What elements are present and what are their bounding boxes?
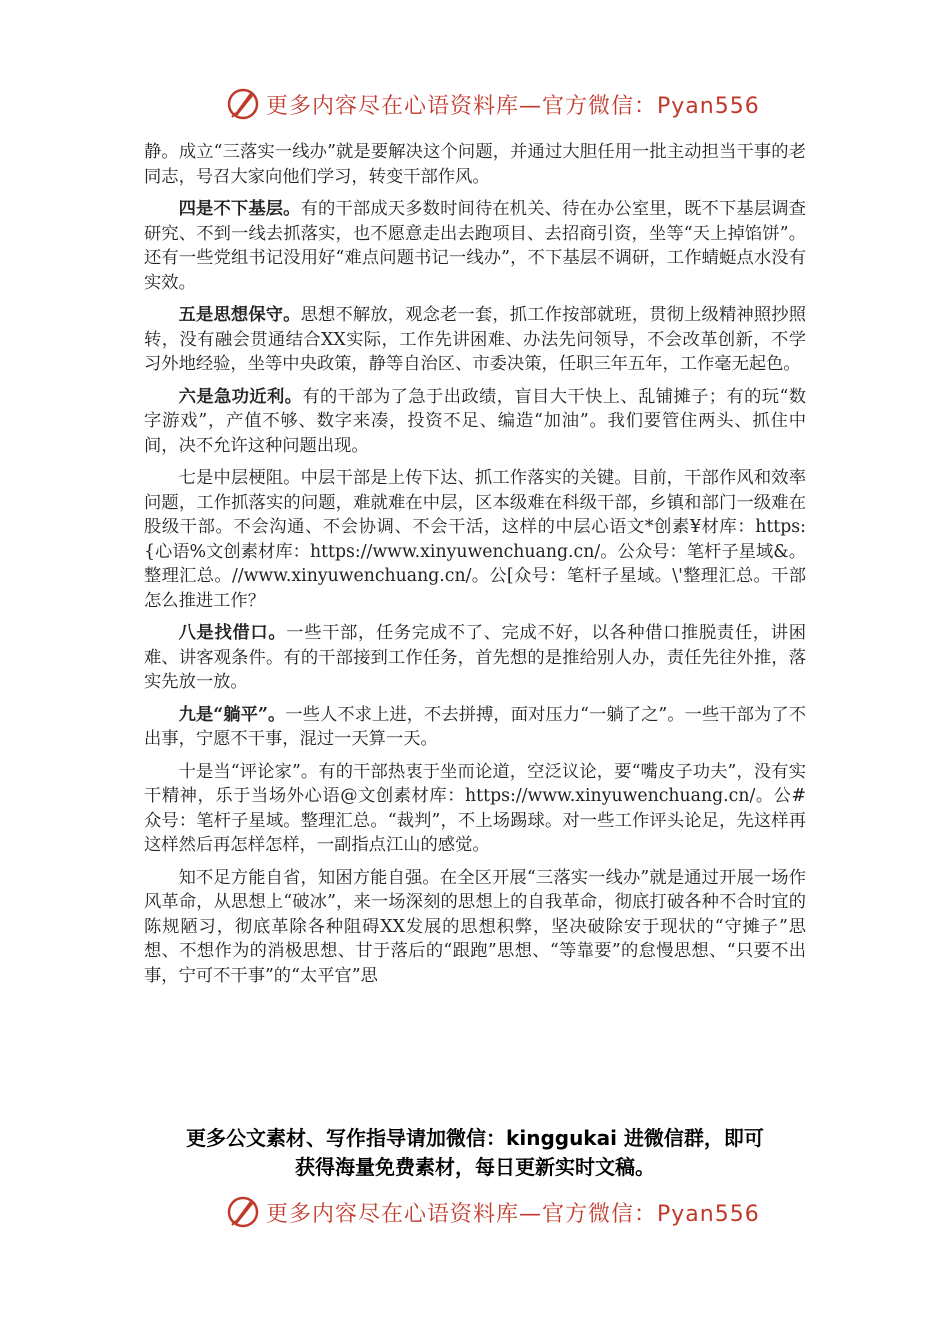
- quill-logo-icon: [226, 87, 260, 121]
- paragraph-4: 六是急功近利。有的干部为了急于出政绩，盲目大干快上、乱铺摊子；有的玩“数字游戏”，产值不够、数字来凑，投资不足、编造“加油”。我们要管住两头、抓住中间，决不允许这种问题出现。: [144, 386, 806, 456]
- paragraph-9: 知不足方能自省，知困方能自强。在全区开展“三落实一线办”就是通过开展一场作风革命，从思想上“破冰”，来一场深刻的思想上的自我革命，彻底打破各种不合时宜的陈规陋习，彻底革除各种阻碍XX发展的思想积弊，坚决破除安于现状的“守摊子”思想、不想作为的消极思想、甘于落后的“跟跑”思想、“等靠要”的怠慢思想、“只要不出事，宁可不干事”的“太平官”思: [144, 867, 806, 986]
- header-banner-text: 更多内容尽在心语资料库—官方微信：Pyan556: [266, 93, 760, 119]
- paragraph-6: 八是找借口。一些干部，任务完成不了、完成不好，以各种借口推脱责任，讲困难、讲客观条件。有的干部接到工作任务，首先想的是推给别人办，责任先往外推，落实先放一放。: [144, 623, 806, 692]
- paragraph-7: 九是“躺平”。一些人不求上进，不去拼搏，面对压力“一躺了之”。一些干部为了不出事，宁愿不干事，混过一天算一天。: [144, 704, 806, 749]
- footer-banner: [226, 1192, 760, 1232]
- paragraph-lead: 九是“躺平”。: [178, 704, 286, 725]
- paragraph-lead: 五是思想保守。: [178, 305, 301, 325]
- promo-line-2: 获得海量免费素材，每日更新实时文稿。: [295, 1155, 655, 1179]
- paragraph-3: 五是思想保守。思想不解放，观念老一套，抓工作按部就班，贯彻上级精神照抄照转，没有融会贯通结合XX实际，工作先讲困难、办法先问领导，不会改革创新，不学习外地经验，坐等中央政策，静等自治区、市委决策，任职三年五年，工作毫无起色。: [144, 305, 806, 374]
- paragraph-lead: 八是找借口。: [178, 623, 287, 643]
- paragraph-1: 静。成立“三落实一线办”就是要解决这个问题，并通过大胆任用一批主动担当干事的老同志，号召大家向他们学习，转变干部作风。: [144, 142, 806, 187]
- footer-banner-text: 更多内容尽在心语资料库—官方微信：Pyan556: [266, 1201, 760, 1227]
- header-banner: [226, 84, 760, 124]
- paragraph-2: 四是不下基层。有的干部成天多数时间待在机关、待在办公室里，既不下基层调查研究、不到一线去抓落实，也不愿意走出去跑项目、去招商引资，坐等“天上掉馅饼”。还有一些党组书记没用好“难点问题书记一线办”，不下基层不调研，工作蜻蜓点水没有实效。: [144, 199, 806, 293]
- promo-notice: [130, 1124, 820, 1182]
- promo-line-1: 更多公文素材、写作指导请加微信：kinggukai 进微信群，即可: [186, 1126, 764, 1150]
- paragraph-lead: 六是急功近利。: [178, 386, 303, 407]
- paragraph-lead: 四是不下基层。: [178, 199, 301, 219]
- quill-logo-icon: [226, 1195, 260, 1229]
- paragraph-8: 十是当“评论家”。有的干部热衷于坐而论道，空泛议论，要“嘴皮子功夫”，没有实干精神，乐于当场外心语@文创素材库：https://www.xinyuwenchuang.cn/。公#众号：笔杆子星域。整理汇总。“裁判”，不上场踢球。对一些工作评头论足，先这样再这样然后再怎样怎样，一副指点江山的感觉。: [144, 761, 806, 855]
- paragraph-5: 七是中层梗阻。中层干部是上传下达、抓工作落实的关键。目前，干部作风和效率问题，工作抓落实的问题，难就难在中层，区本级难在科级干部，乡镇和部门一级难在股级干部。不会沟通、不会协调、不会干活，这样的中层心语文*创素¥材库：https:{心语%文创素材库：https://www.xinyuwenchuang.cn/。公众号：笔杆子星域&。整理汇总。//www.xinyuwenchuang.cn/。公[众号：笔杆子星域。\'整理汇总。干部怎么推进工作？: [144, 468, 806, 611]
- document-body: [144, 140, 806, 996]
